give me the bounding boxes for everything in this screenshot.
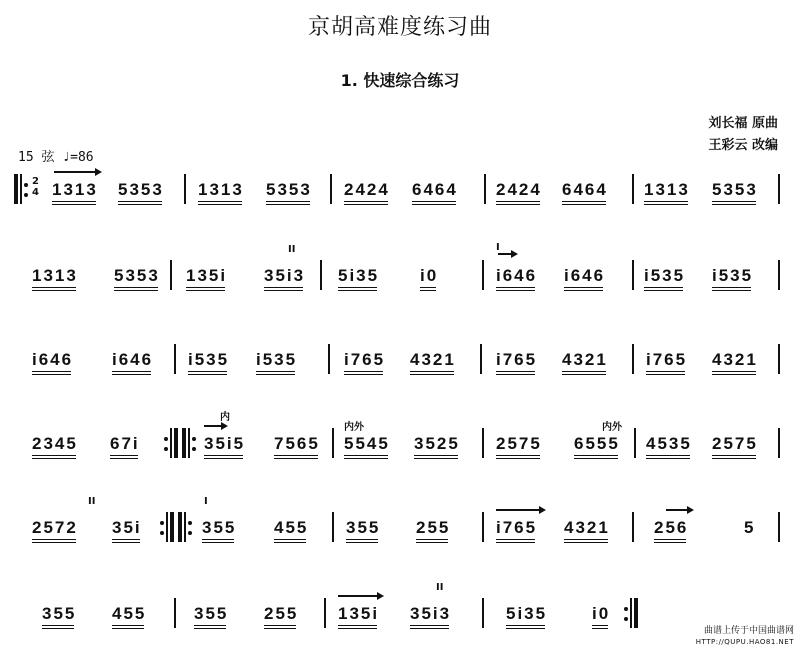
note-group: 5353 xyxy=(114,266,160,285)
note-group: 255 xyxy=(264,604,299,623)
note-group: i0 xyxy=(420,266,439,285)
position-mark: I xyxy=(496,242,500,253)
note-group: 355 xyxy=(42,604,77,623)
note-group: i646 xyxy=(112,350,154,369)
note-group: 135i xyxy=(186,266,228,285)
barline xyxy=(632,174,634,204)
note-group: 2424 xyxy=(344,180,390,199)
barline xyxy=(328,344,330,374)
page-title: 京胡高难度练习曲 xyxy=(307,15,492,40)
note-group: 3525 xyxy=(414,434,460,453)
note-group: 2424 xyxy=(496,180,542,199)
barline xyxy=(330,174,332,204)
repeat-start-sign xyxy=(182,428,192,458)
note-group: 5353 xyxy=(118,180,164,199)
note-group: i535 xyxy=(188,350,230,369)
fingering-mark: 内外 xyxy=(344,422,364,433)
position-mark: II xyxy=(88,496,96,507)
note-group: i765 xyxy=(646,350,688,369)
barline xyxy=(320,260,322,290)
barline xyxy=(324,598,326,628)
barline xyxy=(484,174,486,204)
note-group: 6464 xyxy=(562,180,608,199)
note-group: i646 xyxy=(564,266,606,285)
fingering-mark: 内外 xyxy=(602,422,622,433)
note-group: 4535 xyxy=(646,434,692,453)
note-group: 2575 xyxy=(712,434,758,453)
note-group: 135i xyxy=(338,604,380,623)
position-mark: I xyxy=(204,496,208,507)
barline xyxy=(634,428,636,458)
position-mark: II xyxy=(436,582,444,593)
note-group: 35i3 xyxy=(410,604,452,623)
note-group: 5353 xyxy=(266,180,312,199)
note-group: i765 xyxy=(496,350,538,369)
note-group: 6555 xyxy=(574,434,620,453)
note-group: 35i3 xyxy=(264,266,306,285)
barline xyxy=(174,344,176,374)
barline xyxy=(482,260,484,290)
note-group: 455 xyxy=(112,604,147,623)
barline xyxy=(778,344,780,374)
barline xyxy=(632,512,634,542)
score-line-6 xyxy=(14,582,780,632)
note-group: 5545 xyxy=(344,434,390,453)
barline xyxy=(480,344,482,374)
barline xyxy=(778,428,780,458)
note-group: 1313 xyxy=(198,180,244,199)
score-line-1 xyxy=(14,172,780,208)
score-line-2 xyxy=(14,242,780,294)
bow-arrow-icon xyxy=(54,168,102,176)
bow-arrow-icon xyxy=(496,506,546,514)
note-group: 35i5 xyxy=(204,434,246,453)
barline xyxy=(778,512,780,542)
bow-arrow-icon xyxy=(338,592,384,600)
note-group: 6464 xyxy=(412,180,458,199)
barline xyxy=(482,428,484,458)
bow-arrow-icon xyxy=(204,422,228,430)
note-group: i535 xyxy=(644,266,686,285)
note-group: 7565 xyxy=(274,434,320,453)
arranger-credit: 王彩云 改编 xyxy=(708,138,778,153)
repeat-end-sign xyxy=(164,428,174,458)
note-group: 2345 xyxy=(32,434,78,453)
repeat-start-sign xyxy=(178,512,188,542)
barline xyxy=(170,260,172,290)
score-line-5 xyxy=(14,496,780,546)
note-group: 1313 xyxy=(32,266,78,285)
note-group: 4321 xyxy=(562,350,608,369)
score-line-4 xyxy=(14,412,780,462)
repeat-start-sign xyxy=(14,174,24,204)
note-single: 5 xyxy=(744,518,754,537)
repeat-end-sign xyxy=(624,598,634,628)
bow-arrow-icon xyxy=(666,506,694,514)
note-group: 35i xyxy=(112,518,142,537)
position-mark: II xyxy=(288,244,296,255)
bow-arrow-icon xyxy=(498,250,518,258)
note-group: 1313 xyxy=(644,180,690,199)
time-signature: 2 4 xyxy=(32,176,39,198)
note-group: i765 xyxy=(344,350,386,369)
note-group: i646 xyxy=(32,350,74,369)
note-group: 4321 xyxy=(410,350,456,369)
note-group: 1313 xyxy=(52,180,98,199)
barline xyxy=(184,174,186,204)
note-group: 455 xyxy=(274,518,309,537)
note-group: 5353 xyxy=(712,180,758,199)
note-group: 5i35 xyxy=(506,604,548,623)
barline xyxy=(632,344,634,374)
note-group: 5i35 xyxy=(338,266,380,285)
barline xyxy=(482,598,484,628)
note-group: i765 xyxy=(496,518,538,537)
note-group: 2575 xyxy=(496,434,542,453)
note-group: 67i xyxy=(110,434,140,453)
piece-subtitle: 1. 快速综合练习 xyxy=(340,71,460,90)
note-group: i535 xyxy=(712,266,754,285)
barline xyxy=(332,512,334,542)
note-group: 4321 xyxy=(564,518,610,537)
note-group: i646 xyxy=(496,266,538,285)
note-group: 255 xyxy=(416,518,451,537)
tempo-marking: 15 弦 ♩=86 xyxy=(18,150,94,165)
note-group: i0 xyxy=(592,604,611,623)
barline xyxy=(174,598,176,628)
note-group: i535 xyxy=(256,350,298,369)
note-group: 4321 xyxy=(712,350,758,369)
site-watermark: 曲谱上传于中国曲谱网 HTTP://QUPU.HAO81.NET xyxy=(695,626,794,646)
note-group: 355 xyxy=(202,518,237,537)
fingering-mark: 内 xyxy=(220,412,230,423)
barline xyxy=(778,260,780,290)
barline xyxy=(332,428,334,458)
note-group: 256 xyxy=(654,518,689,537)
composer-credit: 刘长福 原曲 xyxy=(708,116,778,131)
note-group: 2572 xyxy=(32,518,78,537)
note-group: 355 xyxy=(346,518,381,537)
repeat-end-sign xyxy=(160,512,170,542)
barline xyxy=(632,260,634,290)
note-group: 355 xyxy=(194,604,229,623)
barline xyxy=(778,174,780,204)
score-line-3 xyxy=(14,342,780,378)
barline xyxy=(482,512,484,542)
